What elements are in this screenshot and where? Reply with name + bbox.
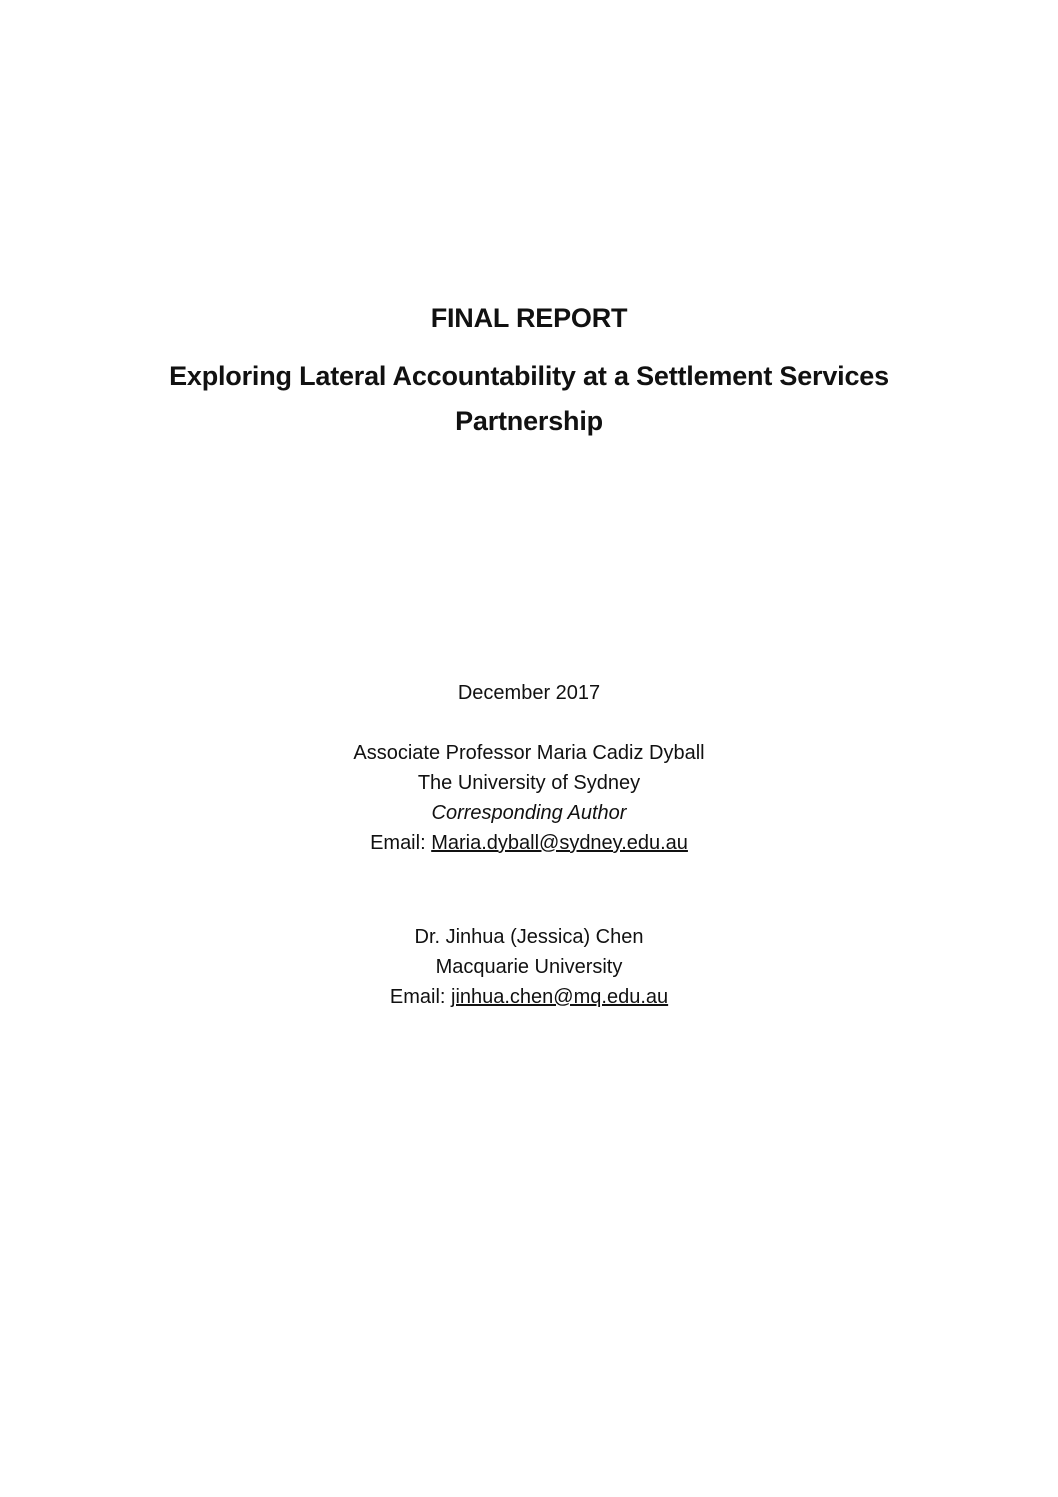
report-date: December 2017 — [457, 682, 601, 704]
author-email-line — [0, 828, 1058, 858]
report-title-line1: Exploring Lateral Accountability at a Settlement Services — [169, 361, 889, 391]
email-label: Email: — [389, 986, 451, 1008]
author-email-link[interactable]: Maria.dyball@sydney.edu.au — [431, 832, 688, 854]
email-label: Email: — [370, 832, 432, 854]
author-role: Corresponding Author — [431, 802, 627, 824]
author-name: Associate Professor Maria Cadiz Dyball — [353, 742, 705, 764]
author-affiliation: Macquarie University — [435, 956, 623, 978]
author-name: Dr. Jinhua (Jessica) Chen — [414, 926, 644, 948]
author-block-1 — [0, 738, 1058, 858]
report-title-line2: Partnership — [455, 406, 603, 436]
author-affiliation: The University of Sydney — [417, 772, 641, 794]
author-email-line — [0, 982, 1058, 1012]
report-label: FINAL REPORT — [430, 303, 628, 333]
report-title — [0, 354, 1058, 444]
author-email-link[interactable]: jinhua.chen@mq.edu.au — [451, 986, 669, 1008]
author-block-2 — [0, 922, 1058, 1012]
